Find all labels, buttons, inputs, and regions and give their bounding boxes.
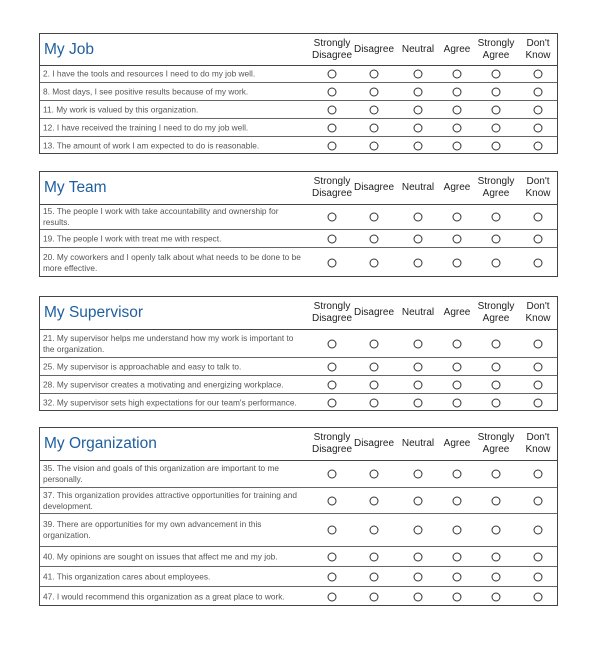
radio-option[interactable] (534, 213, 543, 222)
radio-option[interactable] (414, 526, 423, 535)
radio-option[interactable] (370, 259, 379, 268)
radio-option[interactable] (370, 399, 379, 408)
question-row (40, 330, 557, 358)
column-header: Neutral (401, 182, 435, 193)
question-text: 47. I would recommend this organization as a great place to work. (43, 591, 285, 602)
question-row (40, 394, 557, 412)
question-text: 12. I have received the training I need to do my job well. (43, 122, 249, 132)
question-row (40, 567, 557, 587)
column-header: Strongly Agree (477, 432, 515, 455)
question-row (40, 101, 557, 119)
section-header (40, 172, 557, 205)
radio-option[interactable] (328, 87, 337, 96)
radio-option[interactable] (370, 526, 379, 535)
radio-option[interactable] (492, 593, 501, 602)
radio-option[interactable] (328, 593, 337, 602)
radio-option[interactable] (492, 105, 501, 114)
radio-option[interactable] (534, 87, 543, 96)
radio-option[interactable] (492, 339, 501, 348)
question-row (40, 461, 557, 488)
question-row (40, 514, 557, 547)
radio-option[interactable] (370, 105, 379, 114)
question-row (40, 205, 557, 230)
radio-option[interactable] (453, 234, 462, 243)
column-header: Disagree (353, 438, 395, 449)
radio-option[interactable] (414, 339, 423, 348)
question-text: 41. This organization cares about employees. (43, 571, 211, 581)
radio-option[interactable] (492, 470, 501, 479)
radio-option[interactable] (453, 593, 462, 602)
radio-option[interactable] (492, 259, 501, 268)
radio-option[interactable] (492, 399, 501, 408)
question-row (40, 547, 557, 567)
radio-option[interactable] (534, 105, 543, 114)
question-text: 2. I have the tools and resources I need to do my job well. (43, 68, 256, 79)
radio-option[interactable] (534, 234, 543, 243)
radio-option[interactable] (453, 339, 462, 348)
radio-option[interactable] (414, 142, 423, 151)
radio-option[interactable] (453, 470, 462, 479)
radio-option[interactable] (370, 593, 379, 602)
column-header: Disagree (353, 182, 395, 193)
radio-option[interactable] (534, 399, 543, 408)
question-text: 32. My supervisor sets high expectations for our team's performance. (43, 397, 297, 408)
question-row (40, 66, 557, 83)
question-row (40, 376, 557, 394)
radio-option[interactable] (370, 339, 379, 348)
question-text: 8. Most days, I see positive results because of my work. (43, 86, 249, 96)
radio-option[interactable] (453, 123, 462, 132)
radio-option[interactable] (414, 105, 423, 114)
radio-option[interactable] (453, 259, 462, 268)
question-row (40, 137, 557, 155)
question-row (40, 248, 557, 278)
column-header: Agree (443, 307, 471, 318)
question-row (40, 230, 557, 248)
radio-option[interactable] (328, 105, 337, 114)
radio-option[interactable] (370, 380, 379, 389)
radio-option[interactable] (492, 362, 501, 371)
question-row (40, 119, 557, 137)
question-text: 11. My work is valued by this organization. (43, 104, 199, 114)
radio-option[interactable] (370, 213, 379, 222)
radio-option[interactable] (328, 362, 337, 371)
radio-option[interactable] (414, 399, 423, 408)
radio-option[interactable] (328, 234, 337, 243)
radio-option[interactable] (328, 259, 337, 268)
radio-option[interactable] (370, 142, 379, 151)
radio-option[interactable] (370, 123, 379, 132)
radio-option[interactable] (414, 380, 423, 389)
radio-option[interactable] (370, 552, 379, 561)
section-title: My Team (44, 179, 107, 196)
radio-option[interactable] (414, 572, 423, 581)
question-text: 19. The people I work with treat me with respect. (43, 233, 222, 243)
radio-option[interactable] (492, 572, 501, 581)
radio-option[interactable] (492, 213, 501, 222)
radio-option[interactable] (414, 470, 423, 479)
radio-option[interactable] (534, 142, 543, 151)
radio-option[interactable] (370, 572, 379, 581)
radio-option[interactable] (370, 362, 379, 371)
radio-option[interactable] (534, 572, 543, 581)
column-header: Strongly Disagree (311, 37, 353, 61)
radio-option[interactable] (414, 70, 423, 79)
radio-option[interactable] (328, 123, 337, 132)
question-text: 20. My coworkers and I openly talk about what needs to be done to be more effective. (43, 252, 301, 273)
column-header: Don't Know (525, 176, 551, 199)
column-header: Strongly Agree (477, 301, 515, 324)
radio-option[interactable] (414, 123, 423, 132)
radio-option[interactable] (414, 593, 423, 602)
column-header: Strongly Agree (477, 176, 515, 199)
radio-option[interactable] (534, 552, 543, 561)
question-row (40, 83, 557, 101)
section-organization (39, 427, 558, 606)
radio-option[interactable] (534, 259, 543, 268)
question-text: 35. The vision and goals of this organization are important to me personally. (43, 463, 279, 484)
radio-option[interactable] (328, 70, 337, 79)
radio-option[interactable] (453, 399, 462, 408)
radio-option[interactable] (534, 380, 543, 389)
question-text: 21. My supervisor helps me understand how my work is important to the organization. (43, 332, 294, 354)
radio-option[interactable] (328, 399, 337, 408)
radio-option[interactable] (328, 572, 337, 581)
column-header: Agree (443, 182, 471, 193)
radio-option[interactable] (328, 339, 337, 348)
question-row (40, 488, 557, 514)
radio-option[interactable] (328, 526, 337, 535)
radio-option[interactable] (492, 142, 501, 151)
section-team (39, 171, 558, 277)
section-header (40, 428, 557, 461)
section-supervisor (39, 296, 558, 411)
radio-option[interactable] (328, 496, 337, 505)
radio-option[interactable] (414, 362, 423, 371)
section-title: My Supervisor (44, 304, 144, 321)
radio-option[interactable] (328, 213, 337, 222)
section-header (40, 297, 557, 330)
radio-option[interactable] (492, 526, 501, 535)
column-header: Don't Know (525, 432, 551, 455)
radio-option[interactable] (370, 234, 379, 243)
radio-option[interactable] (370, 470, 379, 479)
radio-option[interactable] (328, 380, 337, 389)
radio-option[interactable] (492, 496, 501, 505)
radio-option[interactable] (534, 526, 543, 535)
radio-option[interactable] (492, 70, 501, 79)
radio-option[interactable] (328, 552, 337, 561)
radio-option[interactable] (414, 259, 423, 268)
radio-option[interactable] (534, 470, 543, 479)
question-text: 15. The people I work with take accountability and ownership for results. (43, 206, 279, 227)
column-header: Agree (443, 43, 471, 55)
section-header (40, 34, 557, 66)
radio-option[interactable] (370, 70, 379, 79)
column-header: Strongly Disagree (311, 301, 353, 324)
radio-option[interactable] (492, 123, 501, 132)
radio-option[interactable] (492, 234, 501, 243)
radio-option[interactable] (534, 362, 543, 371)
radio-option[interactable] (328, 470, 337, 479)
section-job (39, 33, 558, 154)
column-header: Agree (443, 438, 471, 449)
column-header: Neutral (401, 43, 435, 55)
question-text: 25. My supervisor is approachable and easy to talk to. (43, 361, 242, 371)
radio-option[interactable] (453, 142, 462, 151)
question-row (40, 587, 557, 607)
question-text: 28. My supervisor creates a motivating and energizing workplace. (43, 379, 284, 389)
radio-option[interactable] (453, 526, 462, 535)
radio-option[interactable] (370, 496, 379, 505)
section-title: My Organization (44, 435, 157, 452)
radio-option[interactable] (453, 380, 462, 389)
radio-option[interactable] (414, 552, 423, 561)
column-header: Disagree (353, 43, 395, 55)
column-header: Strongly Agree (477, 37, 515, 61)
column-header: Strongly Disagree (311, 432, 353, 455)
radio-option[interactable] (534, 593, 543, 602)
radio-option[interactable] (453, 70, 462, 79)
column-header: Disagree (353, 307, 395, 318)
radio-option[interactable] (453, 362, 462, 371)
radio-option[interactable] (414, 234, 423, 243)
column-header: Don't Know (525, 301, 551, 324)
radio-option[interactable] (453, 496, 462, 505)
question-row (40, 358, 557, 376)
radio-option[interactable] (492, 380, 501, 389)
column-header: Strongly Disagree (311, 176, 353, 199)
radio-option[interactable] (534, 70, 543, 79)
column-header: Don't Know (525, 37, 551, 61)
section-title: My Job (44, 40, 94, 58)
question-text: 39. There are opportunities for my own advancement in this organization. (43, 519, 262, 540)
radio-option[interactable] (453, 105, 462, 114)
column-header: Neutral (401, 438, 435, 449)
question-text: 13. The amount of work I am expected to do is reasonable. (43, 140, 260, 151)
radio-option[interactable] (414, 87, 423, 96)
radio-option[interactable] (492, 552, 501, 561)
radio-option[interactable] (453, 87, 462, 96)
radio-option[interactable] (534, 123, 543, 132)
question-text: 37. This organization provides attractive opportunities for training and development. (43, 489, 297, 511)
radio-option[interactable] (414, 496, 423, 505)
radio-option[interactable] (534, 339, 543, 348)
radio-option[interactable] (453, 213, 462, 222)
radio-option[interactable] (534, 496, 543, 505)
radio-option[interactable] (370, 87, 379, 96)
radio-option[interactable] (492, 87, 501, 96)
column-header: Neutral (401, 307, 435, 318)
radio-option[interactable] (328, 142, 337, 151)
radio-option[interactable] (414, 213, 423, 222)
radio-option[interactable] (453, 552, 462, 561)
radio-option[interactable] (453, 572, 462, 581)
question-text: 40. My opinions are sought on issues that affect me and my job. (43, 551, 278, 561)
